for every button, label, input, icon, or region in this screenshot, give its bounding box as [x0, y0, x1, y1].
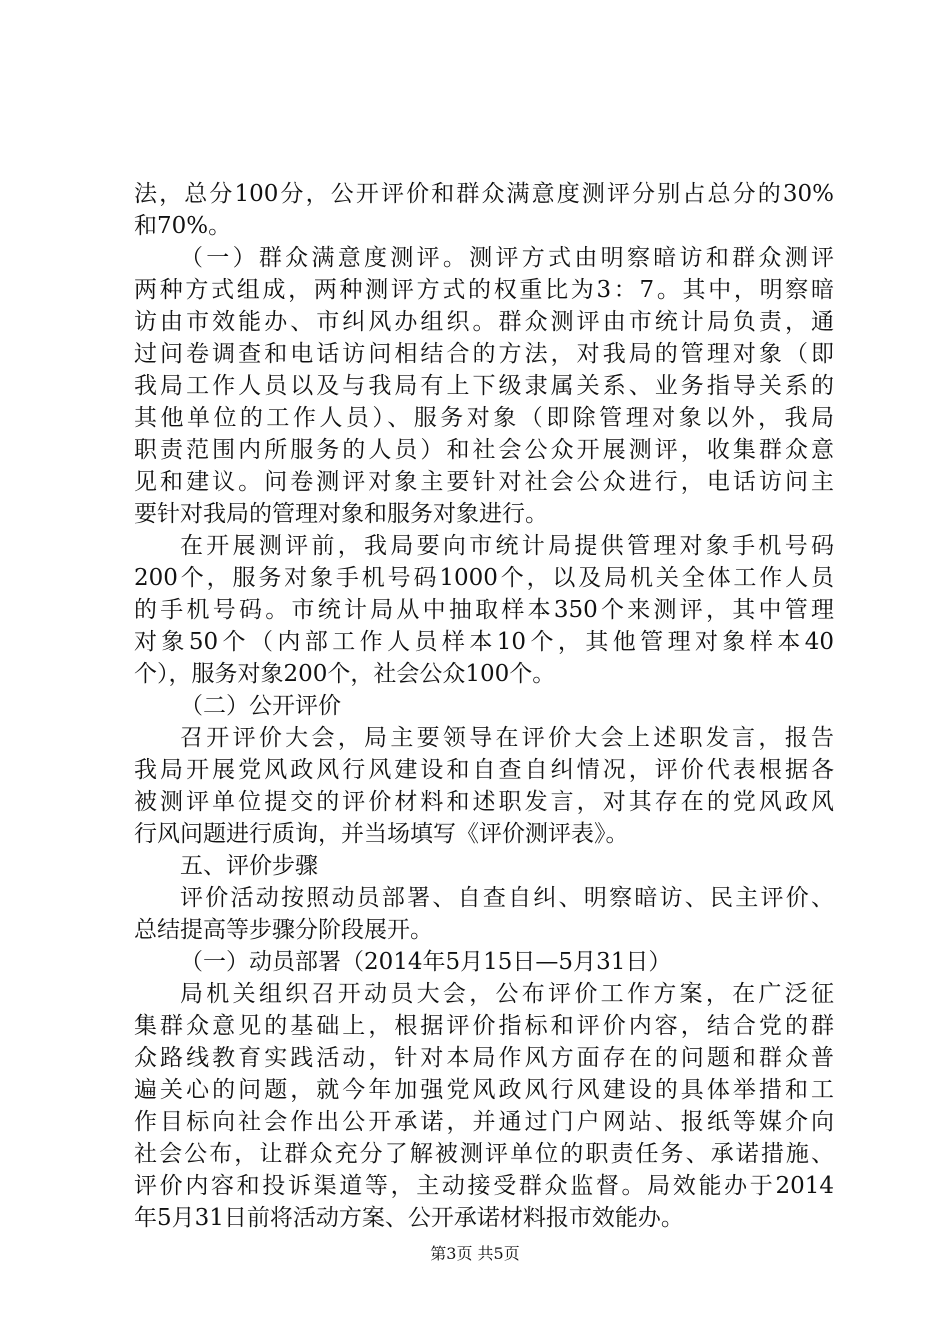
text-line: 的手机号码。市统计局从中抽取样本350个来测评，其中管理 — [134, 597, 834, 623]
document-body — [134, 178, 834, 1234]
text-line: 个），服务对象200个，社会公众100个。 — [134, 661, 556, 687]
paragraph-start-line: 评价活动按照动员部署、自查自纠、明察暗访、民主评价、 — [180, 885, 834, 911]
paragraph-start-line: （一）群众满意度测评。测评方式由明察暗访和群众测评 — [180, 245, 834, 271]
text-line: 作目标向社会作出公开承诺，并通过门户网站、报纸等媒介向 — [134, 1109, 834, 1135]
text-line: 评价内容和投诉渠道等，主动接受群众监督。局效能办于2014 — [134, 1173, 834, 1199]
text-line: 两种方式组成，两种测评方式的权重比为3：7。其中，明察暗 — [134, 277, 834, 303]
text-line: 众路线教育实践活动，针对本局作风方面存在的问题和群众普 — [134, 1045, 834, 1071]
page-number-footer: 第3页 共5页 — [430, 1244, 520, 1263]
section-heading: （二）公开评价 — [180, 693, 341, 719]
text-line: 遍关心的问题，就今年加强党风政风行风建设的具体举措和工 — [134, 1077, 834, 1103]
text-line: 法，总分100分，公开评价和群众满意度测评分别占总分的30% — [134, 181, 834, 207]
paragraph-start-line: 在开展测评前，我局要向市统计局提供管理对象手机号码 — [180, 533, 834, 559]
text-line: 和70%。 — [134, 213, 232, 239]
text-line: 行风问题进行质询，并当场填写《评价测评表》。 — [134, 821, 629, 847]
text-line: 我局工作人员以及与我局有上下级隶属关系、业务指导关系的 — [134, 373, 834, 399]
text-line: 社会公布，让群众充分了解被测评单位的职责任务、承诺措施、 — [134, 1141, 834, 1167]
text-line: 200个，服务对象手机号码1000个，以及局机关全体工作人员 — [134, 565, 834, 591]
text-line: 年5月31日前将活动方案、公开承诺材料报市效能办。 — [134, 1205, 684, 1231]
text-line: 我局开展党风政风行风建设和自查自纠情况，评价代表根据各 — [134, 757, 834, 783]
text-line: 对象50个（内部工作人员样本10个，其他管理对象样本40 — [134, 629, 834, 655]
text-line: 过问卷调查和电话访问相结合的方法，对我局的管理对象（即 — [134, 341, 834, 367]
text-line: 访由市效能办、市纠风办组织。群众测评由市统计局负责，通 — [134, 309, 834, 335]
text-line: 职责范围内所服务的人员）和社会公众开展测评，收集群众意 — [134, 437, 834, 463]
text-line: 要针对我局的管理对象和服务对象进行。 — [134, 501, 548, 527]
text-line: 总结提高等步骤分阶段展开。 — [134, 917, 433, 943]
paragraph-start-line: 召开评价大会，局主要领导在评价大会上述职发言，报告 — [180, 725, 834, 751]
text-line: 被测评单位提交的评价材料和述职发言，对其存在的党风政风 — [134, 789, 834, 815]
paragraph-start-line: 局机关组织召开动员大会，公布评价工作方案，在广泛征 — [180, 981, 834, 1007]
text-line: 其他单位的工作人员）、服务对象（即除管理对象以外，我局 — [134, 405, 834, 431]
section-heading: 五、评价步骤 — [180, 853, 318, 879]
text-line: 见和建议。问卷测评对象主要针对社会公众进行，电话访问主 — [134, 469, 834, 495]
text-line: 集群众意见的基础上，根据评价指标和评价内容，结合党的群 — [134, 1013, 834, 1039]
section-heading: （一）动员部署（2014年5月15日—5月31日） — [180, 949, 672, 975]
